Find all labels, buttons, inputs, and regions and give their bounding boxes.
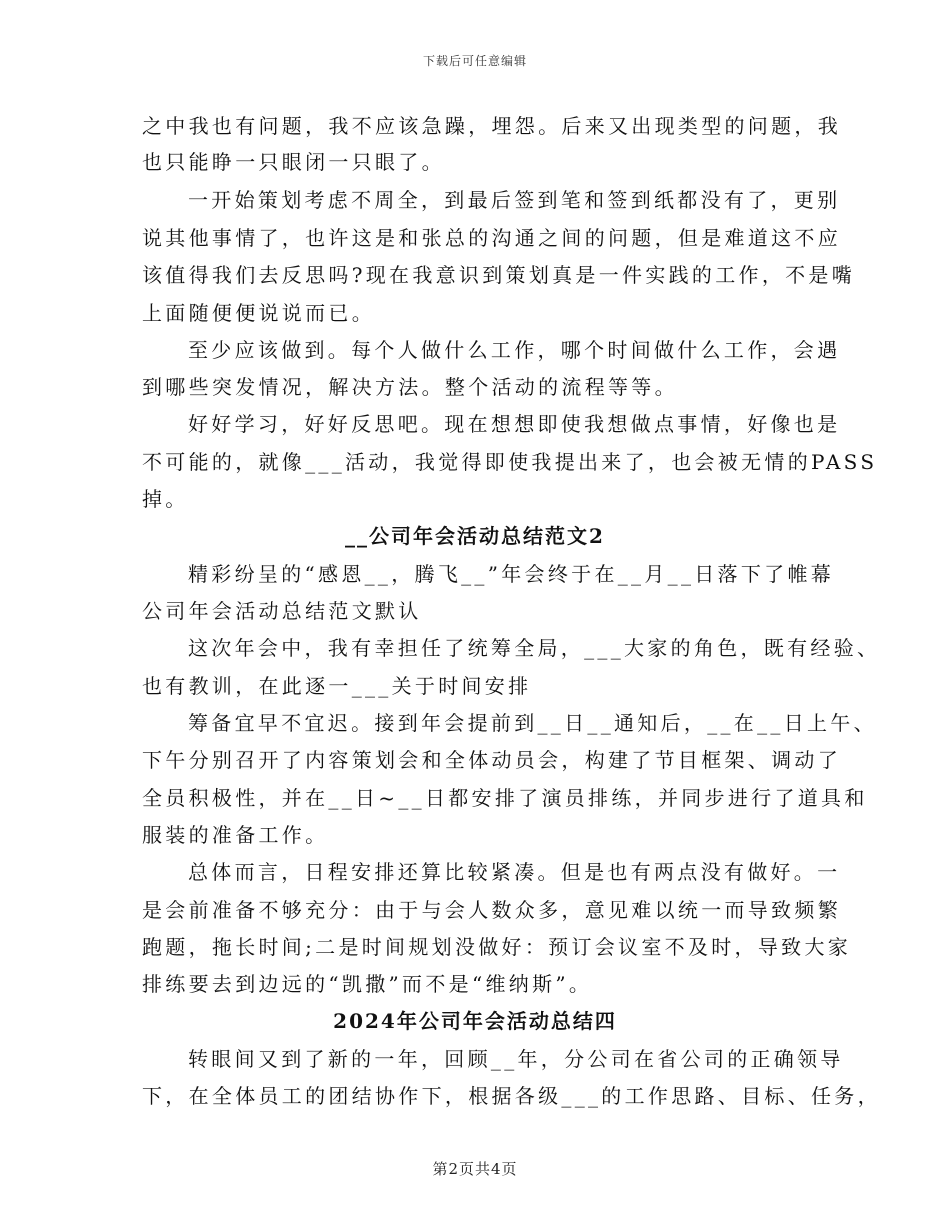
body-line: 至少应该做到。每个人做什么工作，哪个时间做什么工作，会遇 — [188, 338, 841, 362]
body-line: 到哪些突发情况，解决方法。整个活动的流程等等。 — [142, 375, 678, 399]
body-line: 上面随便便说说而已。 — [142, 301, 375, 325]
body-line: 好好学习，好好反思吧。现在想想即使我想做点事情，好像也是 — [188, 412, 841, 436]
body-line: 掉。 — [142, 487, 189, 511]
body-line: 也只能睁一只眼闭一只眼了。 — [142, 150, 445, 174]
body-line: 一开始策划考虑不周全，到最后签到笔和签到纸都没有了，更别 — [188, 188, 841, 212]
body-line: 之中我也有问题，我不应该急躁，埋怨。后来又出现类型的问题，我 — [142, 114, 841, 138]
body-line: 不可能的，就像___活动，我觉得即使我提出来了，也会被无情的PASS — [142, 450, 878, 474]
body-line: 这次年会中，我有幸担任了统筹全局，___大家的角色，既有经验、 — [188, 636, 881, 660]
body-line: 总体而言，日程安排还算比较紧凑。但是也有两点没有做好。一 — [188, 860, 841, 884]
body-line: 服装的准备工作。 — [142, 823, 329, 847]
page-footer: 第2页共4页 — [432, 1160, 518, 1178]
body-line: 转眼间又到了新的一年，回顾__年，分公司在省公司的正确领导 — [188, 1047, 844, 1071]
body-line: 筹备宜早不宜迟。接到年会提前到__日__通知后，__在__日上午、 — [188, 711, 877, 735]
body-line: 全员积极性，并在__日~__日都安排了演员排练，并同步进行了道具和 — [142, 786, 868, 810]
section-heading: __公司年会活动总结范文2 — [345, 524, 605, 548]
body-line: 下午分别召开了内容策划会和全体动员会，构建了节目框架、调动了 — [142, 748, 841, 772]
page-header: 下载后可任意编辑 — [422, 54, 527, 68]
section-heading: 2024年公司年会活动总结四 — [333, 1009, 617, 1033]
body-line: 是会前准备不够充分：由于与会人数众多，意见难以统一而导致频繁 — [142, 898, 841, 922]
body-line: 精彩纷呈的“感恩__，腾飞__”年会终于在__月__日落下了帷幕 — [188, 562, 835, 586]
body-line: 下，在全体员工的团结协作下，根据各级___的工作思路、目标、任务， — [142, 1084, 881, 1108]
body-line: 排练要去到边远的“凯撒”而不是“维纳斯”。 — [142, 972, 593, 996]
body-line: 说其他事情了，也许这是和张总的沟通之间的问题，但是难道这不应 — [142, 226, 841, 250]
body-line: 该值得我们去反思吗?现在我意识到策划真是一件实践的工作，不是嘴 — [142, 263, 856, 287]
body-line: 跑题，拖长时间;二是时间规划没做好：预订会议室不及时，导致大家 — [142, 935, 852, 959]
body-line: 也有教训，在此逐一___关于时间安排 — [142, 674, 532, 698]
body-line: 公司年会活动总结范文默认 — [142, 599, 422, 623]
